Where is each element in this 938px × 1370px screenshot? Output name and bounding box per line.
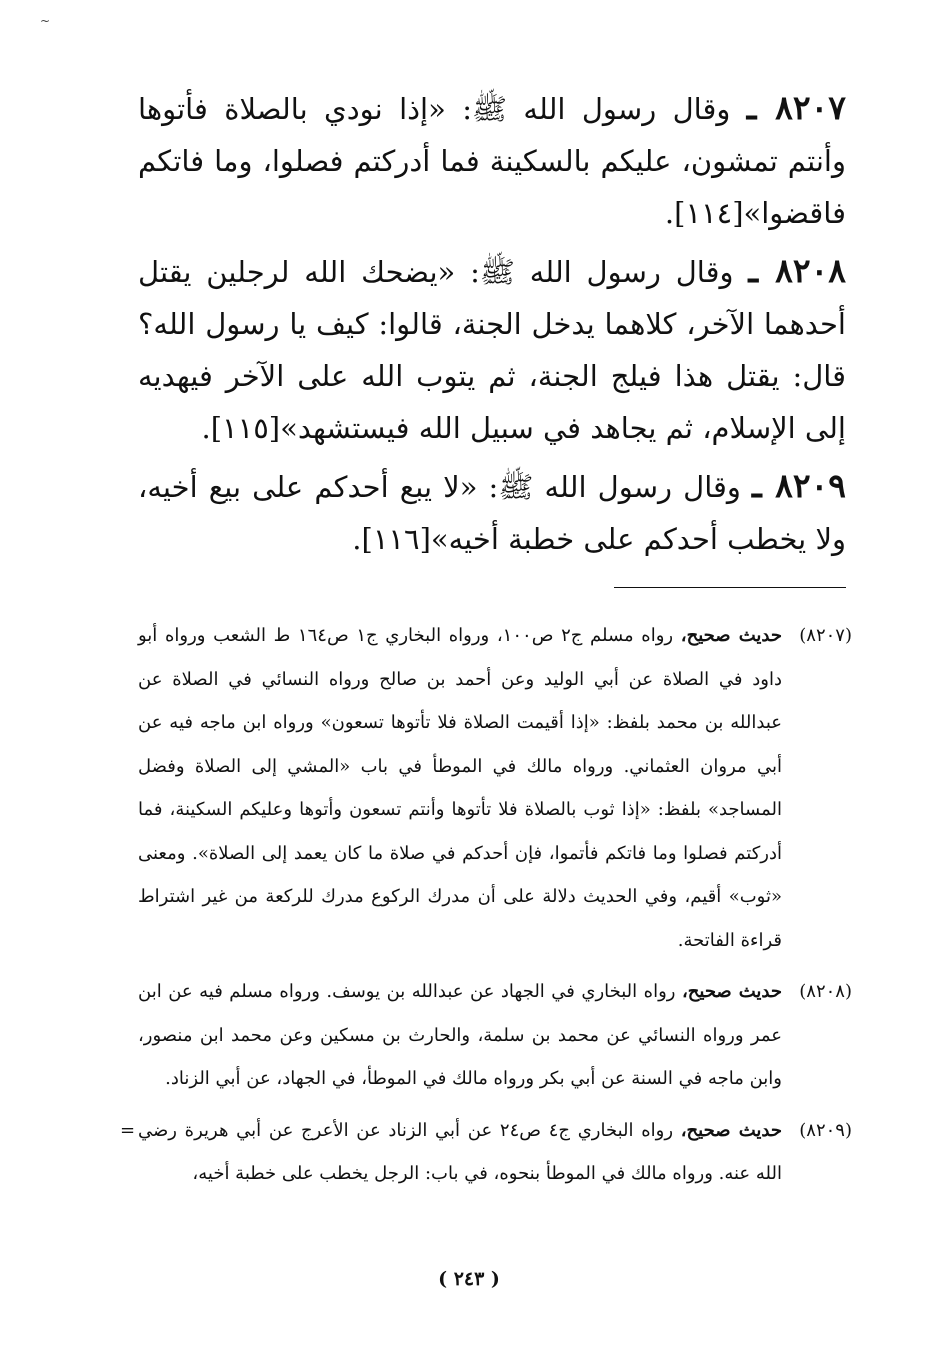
hadith-number: ٨٢٠٧ ـ: [746, 88, 846, 127]
continuation-mark: =: [120, 1119, 136, 1141]
hadith-text: وقال رسول الله ﷺ: «يضحك الله لرجلين يقتل أحدهما الآخر، كلاهما يدخل الجنة، قالوا: كيف يا رسول الله؟ قال: يقتل هذا فيلج الجنة، ثم يتوب الله على الآخر فيهديه إلى الإسلام، ثم يجاهد في سبيل الله فيستشهد»[١١٥].: [138, 255, 846, 445]
corner-mark: ~: [40, 14, 51, 28]
hadith-text: وقال رسول الله ﷺ: «إذا نودي بالصلاة فأتوها وأنتم تمشون، عليكم بالسكينة فما أدركتم فصلوا، وما فاتكم فاقضوا»[١١٤].: [138, 92, 846, 230]
page-number: ( ٢٤٣ ): [438, 1268, 500, 1290]
footnote-grade: حديث صحيح،: [680, 1119, 783, 1141]
hadith-number: ٨٢٠٨ ـ: [748, 251, 847, 290]
footnote-grade: حديث صحيح،: [681, 981, 782, 1002]
footnote-grade: حديث صحيح،: [680, 625, 782, 646]
hadith-text: وقال رسول الله ﷺ: «لا يبع أحدكم على بيع أخيه، ولا يخطب أحدكم على خطبة أخيه»[١١٦].: [138, 470, 846, 556]
footnote-8208: [138, 970, 852, 1101]
page-body: [120, 82, 852, 1204]
footnote-ref: (٨٢٠٩): [799, 1119, 852, 1141]
footnote-text: رواه مسلم ج٢ ص١٠٠، ورواه البخاري ج١ ص١٦٤ ط الشعب ورواه أبو داود في الصلاة عن أبي الوليد وعن أحمد بن صالح ورواه النسائي في الصلاة عن عبدالله بن محمد بلفظ: «إذا أقيمت الصلاة فلا تأتوها تسعون» ورواه ابن ماجه فيه عن أبي مروان العثماني. ورواه مالك في الموطأ في باب «المشي إلى الصلاة وفضل المساجد» بلفظ: «إذا ثوب بالصلاة فلا تأتوها وأنتم تسعون وأتوها وعليكم السكينة، فما أدركتم فصلوا وما فاتكم فأتموا، فإن أحدكم في صلاة ما كان يعمد إلى الصلاة». ومعنى «ثوب» أقيم، وفي الحديث دلالة على أن مدرك الركوع مدرك للركعة من غير اشتراط قراءة الفاتحة.: [138, 625, 782, 951]
hadith-8209: [138, 460, 846, 565]
footnote-ref: (٨٢٠٧): [799, 625, 852, 646]
footnote-text: رواه البخاري في الجهاد عن عبدالله بن يوسف. ورواه مسلم فيه عن ابن عمر ورواه النسائي عن محمد بن سلمة، والحارث بن مسكين وعن محمد ابن منصور، وابن ماجه في السنة عن أبي بكر ورواه مالك في الموطأ، في الجهاد، عن أبي الزناد.: [138, 981, 782, 1089]
hadith-number: ٨٢٠٩ ـ: [752, 466, 846, 505]
hadith-8207: [138, 82, 846, 239]
footnote-8209: [120, 1109, 852, 1196]
footnote-separator: [614, 587, 846, 588]
hadith-8208: [138, 245, 846, 454]
footnote-8207: [138, 614, 852, 962]
footnote-ref: (٨٢٠٨): [799, 981, 852, 1002]
footnote-text: رواه البخاري ج٤ ص٢٤ عن أبي الزناد عن الأعرج عن أبي هريرة رضي الله عنه. ورواه مالك في الموطأ بنحوه، في باب: الرجل يخطب على خطبة أخيه،: [138, 1119, 782, 1184]
